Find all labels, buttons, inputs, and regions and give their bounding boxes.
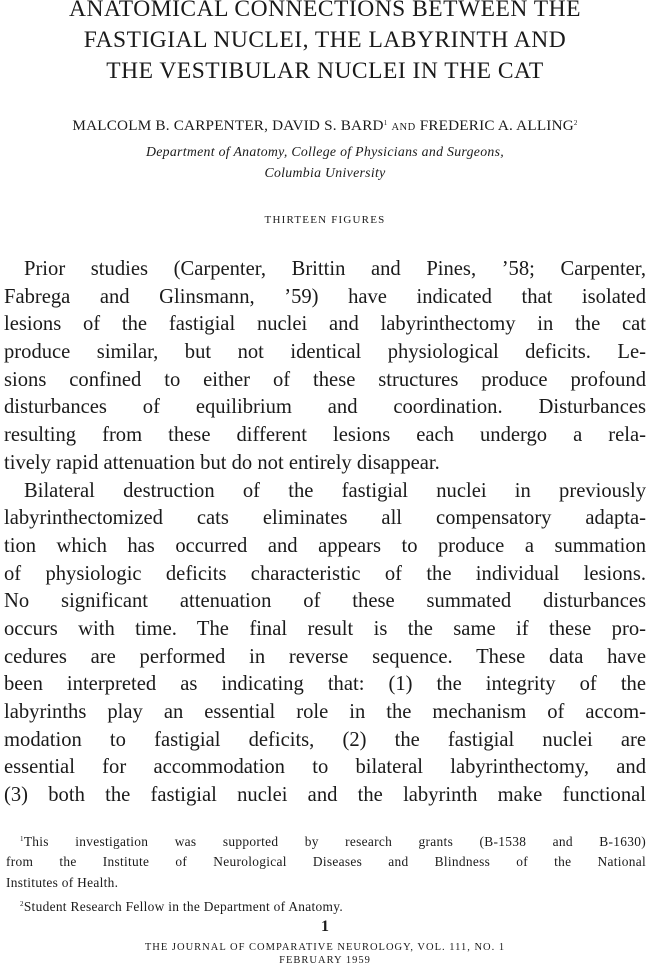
author-list	[0, 117, 650, 135]
footnote-1-line: Institutes of Health.	[6, 875, 119, 890]
body-line: modation to fastigial deficits, (2) the fastigial nuclei are	[4, 728, 646, 751]
figures-note: THIRTEEN FIGURES	[264, 214, 386, 226]
authors-first: MALCOLM B. CARPENTER, DAVID S. BARD	[72, 117, 384, 134]
body-line: Bilateral destruction of the fastigial nuclei in previously	[24, 479, 646, 502]
body-line: tively rapid attenuation but do not entirely disappear.	[4, 451, 440, 474]
body-line: No significant attenuation of these summated disturbances	[4, 590, 646, 613]
body-line: of physiologic deficits characteristic of the individual lesions.	[4, 562, 646, 585]
article-title	[0, 0, 650, 87]
body-line: labyrinthectomized cats eliminates all compensatory adapta-	[4, 507, 646, 530]
authors-last: FREDERIC A. ALLING	[419, 117, 574, 134]
title-line: FASTIGIAL NUCLEI, THE LABYRINTH AND	[83, 27, 567, 53]
journal-citation	[0, 941, 650, 967]
body-line: tion which has occurred and appears to produce a summation	[4, 534, 646, 557]
title-line: THE VESTIBULAR NUCLEI IN THE CAT	[106, 58, 544, 84]
body-line: resulting from these different lesions each undergo a rela-	[4, 424, 646, 447]
footnote-1-line	[6, 829, 646, 851]
body-line: Prior studies (Carpenter, Brittin and Pines, ’58; Carpenter,	[24, 258, 646, 280]
affiliation-line: Columbia University	[264, 165, 386, 180]
body-line: lesions of the fastigial nuclei and labyrinthectomy in the cat	[4, 313, 646, 336]
body-text	[4, 256, 646, 810]
footnote-mark-2: 2	[573, 119, 578, 127]
footnote-2-mark: 2	[20, 899, 24, 908]
footnote-2-text: Student Research Fellow in the Department of Anatomy.	[23, 898, 344, 914]
footnote-1-mark: 1	[20, 835, 24, 843]
footnote-1-text: This investigation was supported by research grants (B-1538 and B-1630)	[23, 834, 646, 849]
body-line: cedures are performed in reverse sequence. These data have	[4, 645, 646, 668]
footnote-2-line	[6, 894, 646, 916]
affiliation-line: Department of Anatomy, College of Physicians and Surgeons,	[145, 144, 505, 159]
body-line: occurs with time. The final result is the same if these pro-	[4, 617, 646, 640]
title-line: ANATOMICAL CONNECTIONS BETWEEN THE	[69, 0, 581, 22]
body-line: Fabrega and Glinsmann, ’59) have indicated that isolated	[4, 285, 646, 308]
footnotes	[6, 829, 646, 915]
body-line: been interpreted as indicating that: (1) the integrity of the	[4, 673, 646, 696]
journal-line: FEBRUARY 1959	[279, 955, 371, 966]
journal-line: THE JOURNAL OF COMPARATIVE NEUROLOGY, VOL. 111, NO. 1	[144, 942, 506, 953]
footnote-mark-1: 1	[383, 119, 388, 127]
body-line: produce similar, but not identical physiological deficits. Le-	[4, 341, 646, 364]
affiliation	[0, 141, 650, 183]
body-line: (3) both the fastigial nuclei and the labyrinth make functional	[4, 784, 646, 807]
page-number: 1	[321, 918, 329, 935]
footnote-1-line: from the Institute of Neurological Diseases and Blindness of the National	[6, 853, 646, 869]
body-line: sions confined to either of these structures produce profound	[4, 368, 646, 391]
body-line: essential for accommodation to bilateral labyrinthectomy, and	[4, 756, 646, 779]
body-line: labyrinths play an essential role in the mechanism of accom-	[4, 701, 646, 723]
body-line: disturbances of equilibrium and coordination. Disturbances	[4, 396, 646, 419]
authors-and: AND	[391, 122, 416, 133]
